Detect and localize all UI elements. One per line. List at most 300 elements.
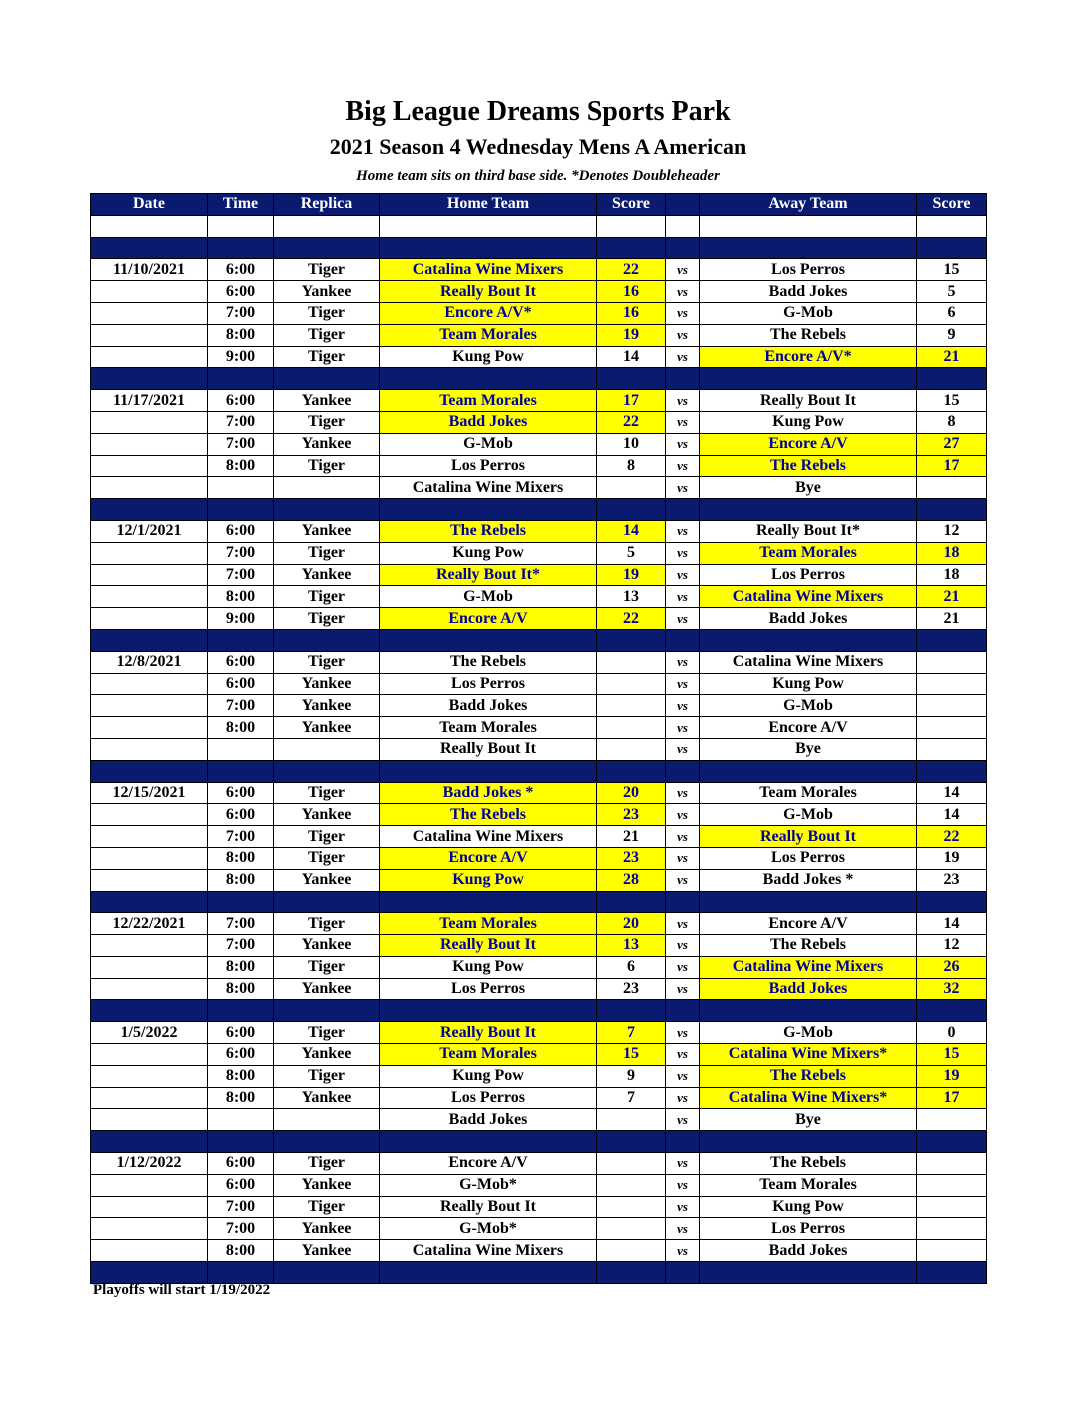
game-time: 8:00	[208, 717, 274, 739]
game-row	[91, 281, 987, 303]
vs-label: vs	[666, 542, 700, 564]
game-time: 6:00	[208, 804, 274, 826]
home-score	[597, 1153, 666, 1175]
home-score: 7	[597, 1022, 666, 1044]
home-score	[597, 1109, 666, 1131]
game-row	[91, 1087, 987, 1109]
game-row	[91, 1109, 987, 1131]
vs-label: vs	[666, 1218, 700, 1240]
game-time: 6:00	[208, 651, 274, 673]
away-score: 6	[917, 302, 987, 324]
home-team: Kung Pow	[380, 869, 597, 891]
game-replica-field: Yankee	[274, 1174, 380, 1196]
game-row	[91, 259, 987, 281]
game-date	[91, 738, 208, 760]
game-row	[91, 520, 987, 542]
game-date: 12/15/2021	[91, 782, 208, 804]
game-replica-field: Tiger	[274, 411, 380, 433]
game-replica-field: Yankee	[274, 673, 380, 695]
game-replica-field: Tiger	[274, 302, 380, 324]
vs-label: vs	[666, 1065, 700, 1087]
game-replica-field: Yankee	[274, 520, 380, 542]
vs-label: vs	[666, 1153, 700, 1175]
week-separator-row	[91, 891, 987, 913]
game-replica-field: Tiger	[274, 586, 380, 608]
away-score	[917, 1109, 987, 1131]
away-score: 19	[917, 1065, 987, 1087]
game-replica-field: Yankee	[274, 390, 380, 412]
vs-label: vs	[666, 1174, 700, 1196]
game-row	[91, 1240, 987, 1262]
vs-label: vs	[666, 608, 700, 630]
home-team: Really Bout It	[380, 1196, 597, 1218]
vs-label: vs	[666, 695, 700, 717]
game-replica-field: Tiger	[274, 1153, 380, 1175]
home-team: Team Morales	[380, 913, 597, 935]
home-score: 14	[597, 346, 666, 368]
vs-label: vs	[666, 978, 700, 1000]
home-score: 5	[597, 542, 666, 564]
game-date	[91, 1218, 208, 1240]
game-replica-field: Yankee	[274, 281, 380, 303]
home-score: 22	[597, 608, 666, 630]
away-team: The Rebels	[700, 1065, 917, 1087]
away-team: Really Bout It	[700, 390, 917, 412]
game-date	[91, 608, 208, 630]
away-score: 9	[917, 324, 987, 346]
game-time	[208, 477, 274, 499]
away-team: Kung Pow	[700, 1196, 917, 1218]
away-score: 21	[917, 586, 987, 608]
schedule-table	[90, 193, 987, 1284]
game-time: 7:00	[208, 542, 274, 564]
game-date	[91, 956, 208, 978]
game-replica-field: Yankee	[274, 695, 380, 717]
away-team: Los Perros	[700, 847, 917, 869]
game-date: 12/1/2021	[91, 520, 208, 542]
game-replica-field: Yankee	[274, 804, 380, 826]
game-time: 6:00	[208, 281, 274, 303]
away-team: G-Mob	[700, 804, 917, 826]
home-team: Really Bout It	[380, 1022, 597, 1044]
game-date: 11/10/2021	[91, 259, 208, 281]
game-replica-field	[274, 477, 380, 499]
game-row	[91, 1065, 987, 1087]
week-separator-row	[91, 1262, 987, 1284]
away-score	[917, 738, 987, 760]
home-team: G-Mob*	[380, 1174, 597, 1196]
home-score: 14	[597, 520, 666, 542]
game-row	[91, 1174, 987, 1196]
away-team: Encore A/V	[700, 717, 917, 739]
home-score	[597, 738, 666, 760]
game-time: 6:00	[208, 520, 274, 542]
home-score: 20	[597, 913, 666, 935]
away-score: 26	[917, 956, 987, 978]
game-date	[91, 1109, 208, 1131]
header-time: Time	[208, 194, 274, 216]
away-score: 23	[917, 869, 987, 891]
away-team: Catalina Wine Mixers	[700, 651, 917, 673]
away-team: Los Perros	[700, 564, 917, 586]
game-date: 11/17/2021	[91, 390, 208, 412]
blank-row	[91, 215, 987, 237]
game-date	[91, 1087, 208, 1109]
home-score: 19	[597, 324, 666, 346]
home-score: 23	[597, 804, 666, 826]
home-team: Badd Jokes	[380, 411, 597, 433]
game-row	[91, 935, 987, 957]
home-team: Badd Jokes	[380, 695, 597, 717]
away-score: 14	[917, 913, 987, 935]
home-team: Kung Pow	[380, 956, 597, 978]
header-row	[91, 194, 987, 216]
away-team: Kung Pow	[700, 673, 917, 695]
home-score: 9	[597, 1065, 666, 1087]
home-team: Team Morales	[380, 390, 597, 412]
away-score: 5	[917, 281, 987, 303]
away-team: Kung Pow	[700, 411, 917, 433]
home-score	[597, 695, 666, 717]
away-team: G-Mob	[700, 695, 917, 717]
home-score: 13	[597, 586, 666, 608]
home-score: 13	[597, 935, 666, 957]
away-team: Encore A/V	[700, 913, 917, 935]
game-date: 1/5/2022	[91, 1022, 208, 1044]
home-score: 16	[597, 281, 666, 303]
home-team: Team Morales	[380, 324, 597, 346]
away-team: Bye	[700, 738, 917, 760]
game-row	[91, 1218, 987, 1240]
game-time: 6:00	[208, 259, 274, 281]
home-score	[597, 477, 666, 499]
game-row	[91, 455, 987, 477]
home-team: Kung Pow	[380, 1065, 597, 1087]
home-team: The Rebels	[380, 651, 597, 673]
vs-label: vs	[666, 913, 700, 935]
home-team: The Rebels	[380, 520, 597, 542]
vs-label: vs	[666, 1109, 700, 1131]
away-score	[917, 1240, 987, 1262]
home-score: 16	[597, 302, 666, 324]
game-date	[91, 717, 208, 739]
game-replica-field: Tiger	[274, 542, 380, 564]
away-team: Badd Jokes	[700, 978, 917, 1000]
game-replica-field: Tiger	[274, 956, 380, 978]
game-time: 8:00	[208, 847, 274, 869]
game-date	[91, 586, 208, 608]
vs-label: vs	[666, 804, 700, 826]
game-replica-field: Tiger	[274, 847, 380, 869]
game-date	[91, 1065, 208, 1087]
vs-label: vs	[666, 1044, 700, 1066]
week-separator-row	[91, 1131, 987, 1153]
game-time: 8:00	[208, 586, 274, 608]
game-date	[91, 847, 208, 869]
game-row	[91, 782, 987, 804]
game-time: 8:00	[208, 956, 274, 978]
away-team: Badd Jokes	[700, 281, 917, 303]
home-score	[597, 1196, 666, 1218]
away-score: 32	[917, 978, 987, 1000]
away-score: 21	[917, 608, 987, 630]
game-row	[91, 608, 987, 630]
game-row	[91, 651, 987, 673]
away-score	[917, 673, 987, 695]
home-score: 23	[597, 978, 666, 1000]
away-team: Encore A/V	[700, 433, 917, 455]
away-team: Team Morales	[700, 782, 917, 804]
game-time: 7:00	[208, 302, 274, 324]
away-team: Badd Jokes *	[700, 869, 917, 891]
game-row	[91, 586, 987, 608]
game-row	[91, 956, 987, 978]
schedule-note: Home team sits on third base side. *Denotes Doubleheader	[356, 168, 720, 184]
away-team: Los Perros	[700, 1218, 917, 1240]
home-score: 23	[597, 847, 666, 869]
game-replica-field: Tiger	[274, 346, 380, 368]
home-team: Catalina Wine Mixers	[380, 477, 597, 499]
game-time: 6:00	[208, 1153, 274, 1175]
vs-label: vs	[666, 586, 700, 608]
game-date	[91, 411, 208, 433]
game-time: 7:00	[208, 1218, 274, 1240]
game-time: 7:00	[208, 913, 274, 935]
game-date	[91, 695, 208, 717]
game-replica-field: Yankee	[274, 1044, 380, 1066]
home-score	[597, 651, 666, 673]
away-score	[917, 1218, 987, 1240]
away-team: The Rebels	[700, 455, 917, 477]
game-time: 8:00	[208, 978, 274, 1000]
game-date	[91, 1174, 208, 1196]
away-team: Encore A/V*	[700, 346, 917, 368]
game-row	[91, 390, 987, 412]
away-score: 17	[917, 455, 987, 477]
game-replica-field: Yankee	[274, 1087, 380, 1109]
home-score	[597, 1218, 666, 1240]
game-date	[91, 804, 208, 826]
game-replica-field: Yankee	[274, 717, 380, 739]
header-date: Date	[91, 194, 208, 216]
game-time: 7:00	[208, 1196, 274, 1218]
home-score: 20	[597, 782, 666, 804]
game-date: 1/12/2022	[91, 1153, 208, 1175]
vs-label: vs	[666, 411, 700, 433]
home-score: 22	[597, 259, 666, 281]
home-team: Really Bout It	[380, 281, 597, 303]
vs-label: vs	[666, 673, 700, 695]
game-date	[91, 346, 208, 368]
game-date	[91, 978, 208, 1000]
vs-label: vs	[666, 782, 700, 804]
game-replica-field: Yankee	[274, 935, 380, 957]
game-date	[91, 935, 208, 957]
away-score: 12	[917, 520, 987, 542]
schedule-body	[91, 215, 987, 1283]
home-score: 10	[597, 433, 666, 455]
game-replica-field: Yankee	[274, 1240, 380, 1262]
away-team: The Rebels	[700, 1153, 917, 1175]
game-row	[91, 542, 987, 564]
vs-label: vs	[666, 651, 700, 673]
away-team: Los Perros	[700, 259, 917, 281]
game-time: 8:00	[208, 455, 274, 477]
home-score: 21	[597, 826, 666, 848]
game-replica-field: Yankee	[274, 564, 380, 586]
game-time	[208, 1109, 274, 1131]
home-score	[597, 717, 666, 739]
game-time: 6:00	[208, 1174, 274, 1196]
away-team: Team Morales	[700, 1174, 917, 1196]
game-date	[91, 324, 208, 346]
away-score	[917, 695, 987, 717]
away-team: Badd Jokes	[700, 1240, 917, 1262]
week-separator-row	[91, 760, 987, 782]
away-team: Bye	[700, 477, 917, 499]
game-row	[91, 1044, 987, 1066]
home-score: 19	[597, 564, 666, 586]
home-team: The Rebels	[380, 804, 597, 826]
away-score	[917, 651, 987, 673]
vs-label: vs	[666, 259, 700, 281]
home-score: 8	[597, 455, 666, 477]
vs-label: vs	[666, 477, 700, 499]
game-row	[91, 564, 987, 586]
vs-label: vs	[666, 826, 700, 848]
home-team: Los Perros	[380, 978, 597, 1000]
game-row	[91, 978, 987, 1000]
game-replica-field: Tiger	[274, 324, 380, 346]
game-date	[91, 477, 208, 499]
game-row	[91, 913, 987, 935]
home-score	[597, 1240, 666, 1262]
game-replica-field: Tiger	[274, 913, 380, 935]
game-replica-field: Tiger	[274, 782, 380, 804]
away-score: 12	[917, 935, 987, 957]
game-row	[91, 1153, 987, 1175]
game-replica-field: Yankee	[274, 1218, 380, 1240]
away-score	[917, 1174, 987, 1196]
game-time: 9:00	[208, 346, 274, 368]
game-date	[91, 302, 208, 324]
home-team: Team Morales	[380, 1044, 597, 1066]
game-date	[91, 1240, 208, 1262]
away-score: 15	[917, 1044, 987, 1066]
away-team: Catalina Wine Mixers*	[700, 1087, 917, 1109]
home-team: Los Perros	[380, 673, 597, 695]
home-team: G-Mob	[380, 433, 597, 455]
home-team: Kung Pow	[380, 542, 597, 564]
vs-label: vs	[666, 956, 700, 978]
vs-label: vs	[666, 738, 700, 760]
game-time: 8:00	[208, 869, 274, 891]
game-date	[91, 673, 208, 695]
game-replica-field: Yankee	[274, 869, 380, 891]
game-replica-field: Yankee	[274, 978, 380, 1000]
home-score: 15	[597, 1044, 666, 1066]
header-home-score: Score	[597, 194, 666, 216]
vs-label: vs	[666, 346, 700, 368]
home-team: Catalina Wine Mixers	[380, 1240, 597, 1262]
game-time: 7:00	[208, 433, 274, 455]
away-score: 21	[917, 346, 987, 368]
vs-label: vs	[666, 1087, 700, 1109]
header-away-team: Away Team	[700, 194, 917, 216]
header-vs	[666, 194, 700, 216]
vs-label: vs	[666, 935, 700, 957]
game-row	[91, 1196, 987, 1218]
away-score: 19	[917, 847, 987, 869]
home-team: Encore A/V*	[380, 302, 597, 324]
header-replica: Replica	[274, 194, 380, 216]
away-score: 15	[917, 259, 987, 281]
game-row	[91, 433, 987, 455]
game-time: 7:00	[208, 826, 274, 848]
game-time: 7:00	[208, 564, 274, 586]
game-replica-field: Yankee	[274, 433, 380, 455]
game-replica-field: Tiger	[274, 1022, 380, 1044]
game-date	[91, 564, 208, 586]
away-team: Catalina Wine Mixers	[700, 956, 917, 978]
away-score: 27	[917, 433, 987, 455]
game-time: 8:00	[208, 324, 274, 346]
home-score: 17	[597, 390, 666, 412]
game-row	[91, 826, 987, 848]
away-score: 8	[917, 411, 987, 433]
game-time: 8:00	[208, 1087, 274, 1109]
game-row	[91, 738, 987, 760]
game-time: 6:00	[208, 782, 274, 804]
game-time: 8:00	[208, 1240, 274, 1262]
away-score: 22	[917, 826, 987, 848]
away-score: 17	[917, 1087, 987, 1109]
game-replica-field: Tiger	[274, 1065, 380, 1087]
game-replica-field: Tiger	[274, 608, 380, 630]
vs-label: vs	[666, 717, 700, 739]
game-row	[91, 695, 987, 717]
vs-label: vs	[666, 433, 700, 455]
home-score	[597, 1174, 666, 1196]
game-date	[91, 281, 208, 303]
away-score	[917, 477, 987, 499]
home-team: Really Bout It	[380, 738, 597, 760]
vs-label: vs	[666, 455, 700, 477]
away-team: Really Bout It*	[700, 520, 917, 542]
vs-label: vs	[666, 869, 700, 891]
away-team: The Rebels	[700, 935, 917, 957]
game-row	[91, 1022, 987, 1044]
game-row	[91, 847, 987, 869]
game-time: 6:00	[208, 673, 274, 695]
away-score: 18	[917, 542, 987, 564]
home-team: Catalina Wine Mixers	[380, 826, 597, 848]
game-time: 9:00	[208, 608, 274, 630]
home-score	[597, 673, 666, 695]
vs-label: vs	[666, 281, 700, 303]
home-team: Encore A/V	[380, 1153, 597, 1175]
vs-label: vs	[666, 1240, 700, 1262]
home-score: 22	[597, 411, 666, 433]
away-team: Catalina Wine Mixers*	[700, 1044, 917, 1066]
game-replica-field: Tiger	[274, 455, 380, 477]
week-separator-row	[91, 629, 987, 651]
game-row	[91, 302, 987, 324]
home-score: 7	[597, 1087, 666, 1109]
season-subtitle: 2021 Season 4 Wednesday Mens A American	[329, 134, 747, 159]
game-date	[91, 1044, 208, 1066]
away-score: 14	[917, 804, 987, 826]
